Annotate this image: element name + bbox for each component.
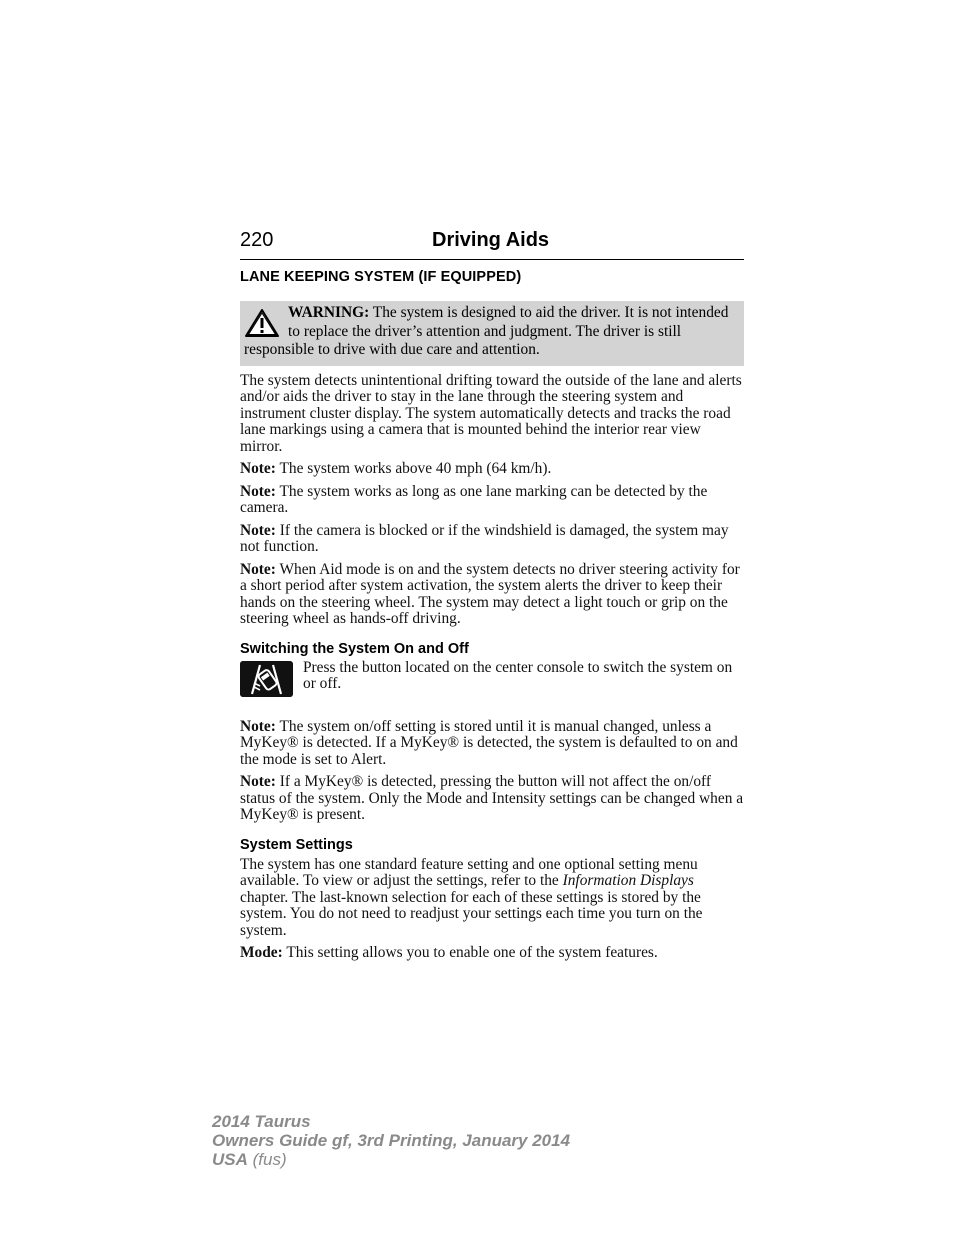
page-footer — [212, 1112, 570, 1169]
switch-instruction — [240, 658, 744, 697]
settings-heading: System Settings — [240, 836, 353, 853]
chapter-title: Driving Aids — [432, 229, 550, 251]
note-text: The system works above 40 mph (64 km/h). — [275, 460, 552, 477]
footer-region — [212, 1150, 570, 1169]
note-text: When Aid mode is on and the system detects no driver steering activity for a short period after system activation, the system alerts the driver to keep their hands on the steering wheel. The system may detect a light touch or grip on the steering wheel as hands-off driving. — [240, 560, 740, 627]
warning-box — [240, 301, 744, 366]
note-label: Note: — [240, 560, 276, 578]
warning-triangle-icon — [244, 308, 280, 338]
intro-paragraph: The system detects unintentional drifting toward the outside of the lane and alerts and/or aids the driver to stay in the lane through the steering system and instrument cluster display. The system automatically detects and tracks the road lane markings using a camera that is mounted behind the interior rear view mirror. — [240, 371, 742, 455]
note-paragraph — [240, 523, 744, 556]
note-text: If a MyKey® is detected, pressing the button will not affect the on/off status of the system. Only the Mode and Intensity settings can be changed when a MyKey® is present. — [240, 773, 744, 823]
settings-paragraph — [240, 857, 744, 940]
note-paragraph — [240, 484, 744, 517]
warning-text: The system is designed to aid the driver. It is not intended to replace the driver’s attention and judgment. The driver is still responsible to drive with due care and attention. — [244, 304, 729, 358]
mode-text: This setting allows you to enable one of the system features. — [282, 944, 658, 961]
footer-model: 2014 Taurus — [212, 1112, 311, 1131]
settings-text: The system has one standard feature setting and one optional setting menu available. To view or adjust the settings, refer to the — [240, 855, 698, 889]
page-number: 220 — [240, 229, 274, 251]
footer-guide: Owners Guide gf, 3rd Printing, January 2014 — [212, 1131, 571, 1150]
settings-text-after: chapter. The last-known selection for each of these settings is stored by the system. You do not need to readjust your settings each time you turn on the system. — [240, 888, 703, 939]
section-title: LANE KEEPING SYSTEM (IF EQUIPPED) — [240, 269, 522, 285]
warning-label: WARNING: — [288, 304, 370, 321]
lane-keeping-icon — [240, 661, 293, 697]
note-paragraph — [240, 719, 744, 769]
note-label: Note: — [240, 717, 276, 735]
note-label: Note: — [240, 460, 276, 477]
switching-heading: Switching the System On and Off — [240, 640, 469, 657]
note-text: The system works as long as one lane marking can be detected by the camera. — [240, 482, 708, 516]
footer-region-suffix: (fus) — [247, 1150, 287, 1169]
note-text: The system on/off setting is stored until it is manual changed, unless a MyKey® is detected. If a MyKey® is detected, the system is defaulted to on and the mode is set to Alert. — [240, 717, 738, 768]
mode-label: Mode: — [240, 944, 283, 961]
note-label: Note: — [240, 521, 276, 539]
page-header — [240, 226, 744, 260]
note-label: Note: — [240, 482, 276, 500]
mode-paragraph — [240, 945, 744, 962]
note-paragraph — [240, 562, 744, 628]
note-paragraph — [240, 774, 744, 824]
note-paragraph — [240, 461, 744, 478]
switch-text: Press the button located on the center console to switch the system on or off. — [303, 658, 733, 692]
page-content — [240, 226, 744, 962]
information-displays-reference: Information Displays — [562, 872, 694, 889]
note-text: If the camera is blocked or if the windshield is damaged, the system may not function. — [240, 521, 729, 555]
footer-region-main: USA — [212, 1150, 248, 1169]
note-label: Note: — [240, 773, 276, 790]
